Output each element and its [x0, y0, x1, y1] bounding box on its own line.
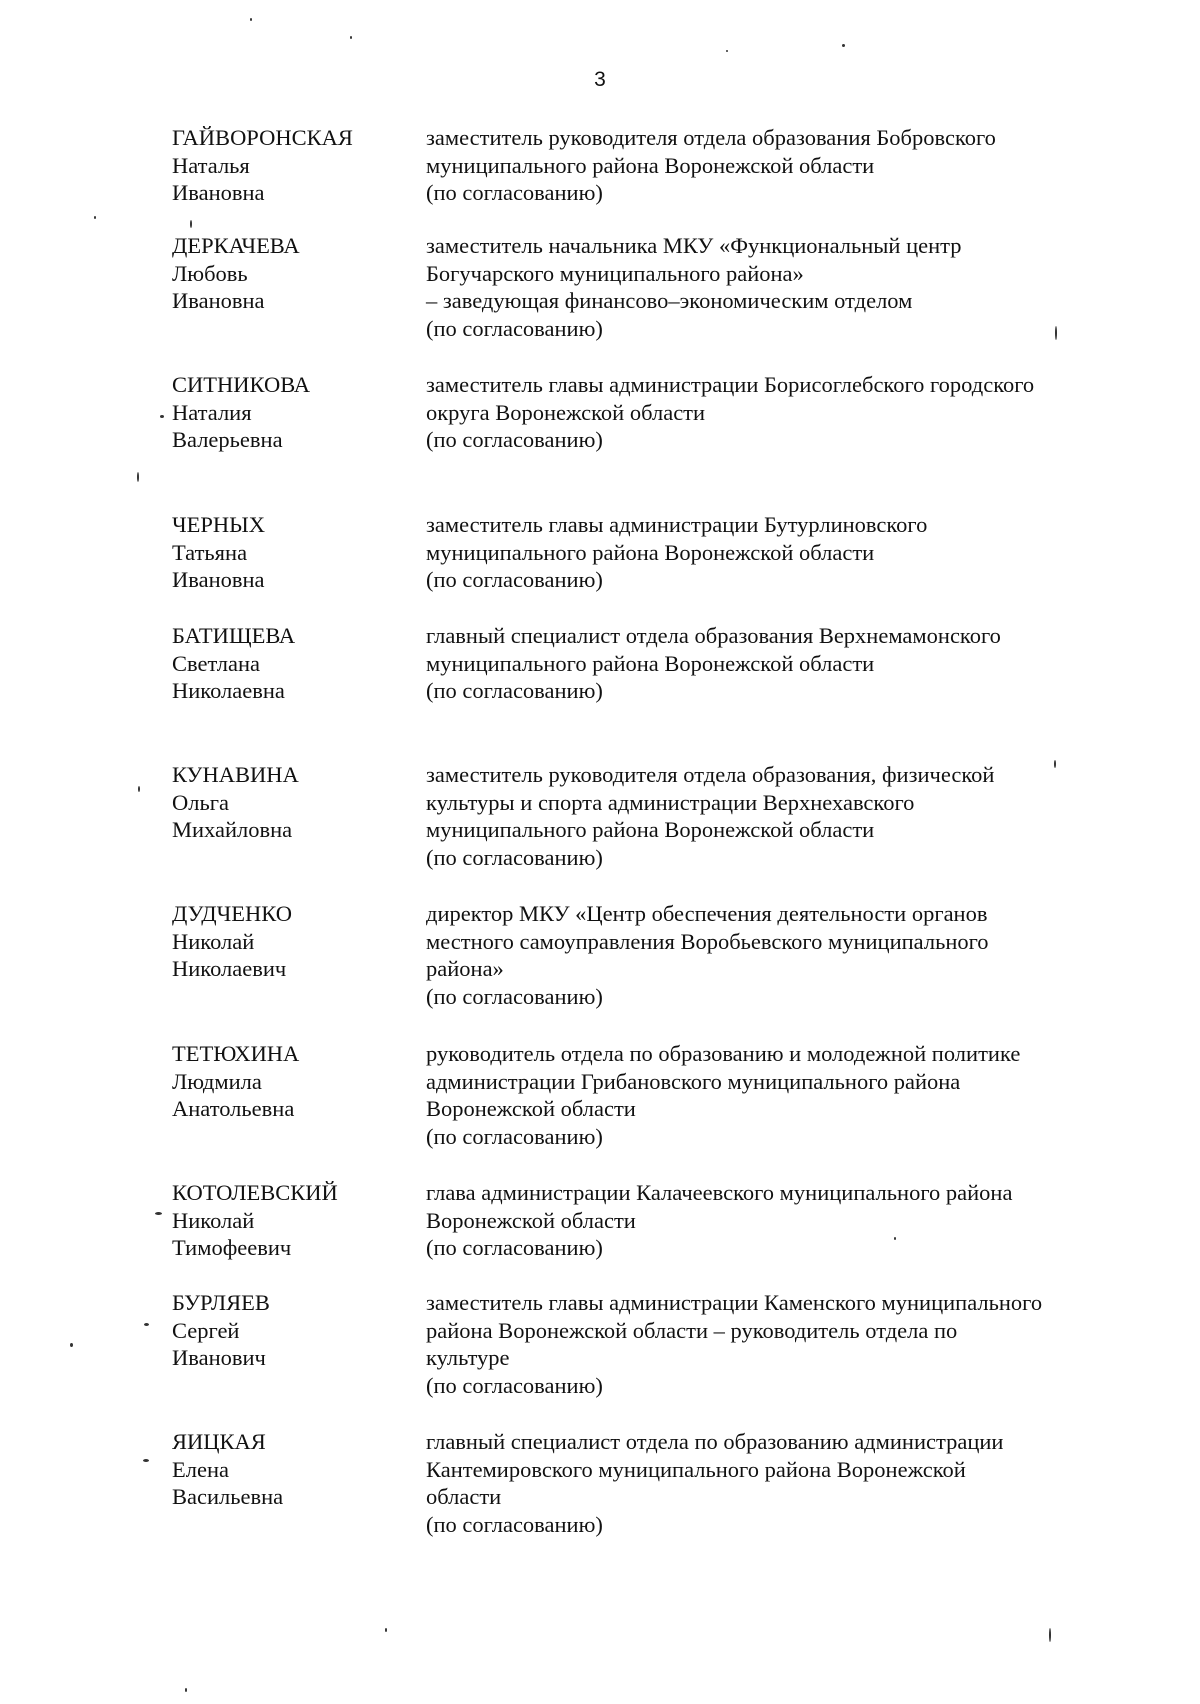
member-first-name: Татьяна	[172, 539, 248, 565]
member-patronymic: Тимофеевич	[172, 1235, 292, 1260]
position-line: (по согласованию)	[426, 1123, 603, 1149]
member-position	[426, 1179, 1106, 1262]
position-line: района»	[426, 956, 504, 981]
member-patronymic: Васильевна	[172, 1484, 284, 1509]
position-line: (по согласованию)	[426, 1372, 603, 1398]
position-line: Воронежской области	[426, 1207, 636, 1233]
member-position	[426, 371, 1106, 454]
position-line: культуре	[426, 1345, 510, 1370]
member-surname: БАТИЩЕВА	[172, 623, 296, 648]
member-first-name: Светлана	[172, 650, 261, 676]
member-name	[172, 232, 402, 315]
scan-speck	[138, 786, 140, 792]
scan-speck	[1054, 760, 1056, 768]
scan-speck	[894, 1237, 896, 1240]
position-line: (по согласованию)	[426, 1235, 603, 1260]
member-surname: ДЕРКАЧЕВА	[172, 233, 300, 258]
member-name	[172, 1428, 402, 1511]
member-position	[426, 622, 1106, 705]
member-surname: КУНАВИНА	[172, 762, 299, 787]
position-line: глава администрации Калачеевского муниципального района	[426, 1180, 1013, 1205]
member-position	[426, 232, 1106, 342]
member-first-name: Николай	[172, 1207, 255, 1233]
member-patronymic: Николаевна	[172, 678, 285, 703]
member-name	[172, 1289, 402, 1372]
scan-speck	[70, 1343, 73, 1347]
member-patronymic: Валерьевна	[172, 427, 283, 452]
position-line: Богучарского муниципального района»	[426, 260, 804, 286]
member-patronymic: Иванович	[172, 1345, 266, 1370]
position-line: директор МКУ «Центр обеспечения деятельности органов	[426, 901, 988, 926]
member-first-name: Любовь	[172, 260, 248, 286]
scan-speck	[385, 1628, 387, 1632]
position-line: муниципального района Воронежской области	[426, 817, 875, 842]
member-patronymic: Ивановна	[172, 180, 265, 205]
scan-speck	[94, 216, 96, 219]
scan-speck	[190, 220, 192, 228]
position-line: руководитель отдела по образованию и молодежной политике	[426, 1041, 1021, 1066]
position-line: (по согласованию)	[426, 180, 603, 205]
position-line: области	[426, 1484, 502, 1509]
member-position	[426, 761, 1106, 871]
scan-speck	[155, 1212, 162, 1215]
position-line: Кантемировского муниципального района Воронежской	[426, 1456, 966, 1482]
scan-speck	[185, 1688, 187, 1692]
scan-speck	[350, 36, 352, 39]
member-surname: ЧЕРНЫХ	[172, 512, 265, 537]
position-line: (по согласованию)	[426, 983, 603, 1009]
member-first-name: Людмила	[172, 1068, 262, 1094]
member-first-name: Наталья	[172, 152, 250, 178]
member-patronymic: Анатольевна	[172, 1096, 295, 1121]
member-name	[172, 761, 402, 844]
position-line: округа Воронежской области	[426, 399, 706, 425]
position-line: (по согласованию)	[426, 427, 603, 452]
member-patronymic: Николаевич	[172, 956, 287, 981]
scan-speck	[1049, 1628, 1051, 1642]
member-surname: БУРЛЯЕВ	[172, 1290, 270, 1315]
position-line: заместитель руководителя отдела образования, физической	[426, 762, 995, 787]
member-patronymic: Ивановна	[172, 567, 265, 592]
position-line: заместитель главы администрации Каменского муниципального	[426, 1290, 1043, 1315]
member-patronymic: Михайловна	[172, 817, 293, 842]
scan-speck	[137, 472, 139, 482]
scan-speck	[143, 1459, 149, 1462]
scan-speck	[726, 50, 728, 52]
member-surname: КОТОЛЕВСКИЙ	[172, 1180, 338, 1205]
member-position	[426, 1040, 1106, 1150]
member-first-name: Ольга	[172, 789, 229, 815]
scan-speck	[250, 18, 252, 21]
position-line: (по согласованию)	[426, 844, 603, 870]
member-name	[172, 124, 402, 207]
member-surname: ГАЙВОРОНСКАЯ	[172, 125, 353, 150]
member-name	[172, 900, 402, 983]
position-line: заместитель главы администрации Бутурлиновского	[426, 512, 928, 537]
position-line: заместитель начальника МКУ «Функциональный центр	[426, 233, 962, 258]
scan-speck	[160, 415, 164, 418]
position-line: Воронежской области	[426, 1096, 636, 1121]
member-first-name: Елена	[172, 1456, 229, 1482]
page-number: 3	[594, 68, 606, 91]
member-first-name: Николай	[172, 928, 255, 954]
position-line: администрации Грибановского муниципального района	[426, 1068, 961, 1094]
scan-speck	[144, 1323, 149, 1326]
position-line: культуры и спорта администрации Верхнехавского	[426, 789, 915, 815]
position-line: муниципального района Воронежской области	[426, 650, 875, 676]
position-line: (по согласованию)	[426, 315, 603, 341]
member-position	[426, 124, 1106, 207]
position-line: (по согласованию)	[426, 678, 603, 703]
member-patronymic: Ивановна	[172, 288, 265, 313]
member-surname: ТЕТЮХИНА	[172, 1041, 300, 1066]
scan-speck	[1055, 326, 1057, 340]
member-surname: СИТНИКОВА	[172, 372, 311, 397]
position-line: – заведующая финансово–экономическим отделом	[426, 288, 913, 313]
member-position	[426, 900, 1106, 1010]
position-line: главный специалист отдела по образованию администрации	[426, 1429, 1004, 1454]
member-position	[426, 1428, 1106, 1538]
member-first-name: Наталия	[172, 399, 252, 425]
position-line: главный специалист отдела образования Верхнемамонского	[426, 623, 1001, 648]
position-line: муниципального района Воронежской области	[426, 539, 875, 565]
member-position	[426, 511, 1106, 594]
position-line: (по согласованию)	[426, 567, 603, 592]
position-line: местного самоуправления Воробьевского муниципального	[426, 928, 989, 954]
position-line: муниципального района Воронежской области	[426, 152, 875, 178]
position-line: заместитель главы администрации Борисоглебского городского	[426, 372, 1035, 397]
member-name	[172, 371, 402, 454]
position-line: района Воронежской области – руководитель отдела по	[426, 1317, 958, 1343]
member-position	[426, 1289, 1106, 1399]
member-surname: ДУДЧЕНКО	[172, 901, 292, 926]
position-line: заместитель руководителя отдела образования Бобровского	[426, 125, 996, 150]
position-line: (по согласованию)	[426, 1511, 603, 1537]
member-surname: ЯИЦКАЯ	[172, 1429, 266, 1454]
member-first-name: Сергей	[172, 1317, 240, 1343]
member-name	[172, 1179, 402, 1262]
member-name	[172, 511, 402, 594]
member-name	[172, 1040, 402, 1123]
member-name	[172, 622, 402, 705]
scan-speck	[842, 44, 845, 47]
